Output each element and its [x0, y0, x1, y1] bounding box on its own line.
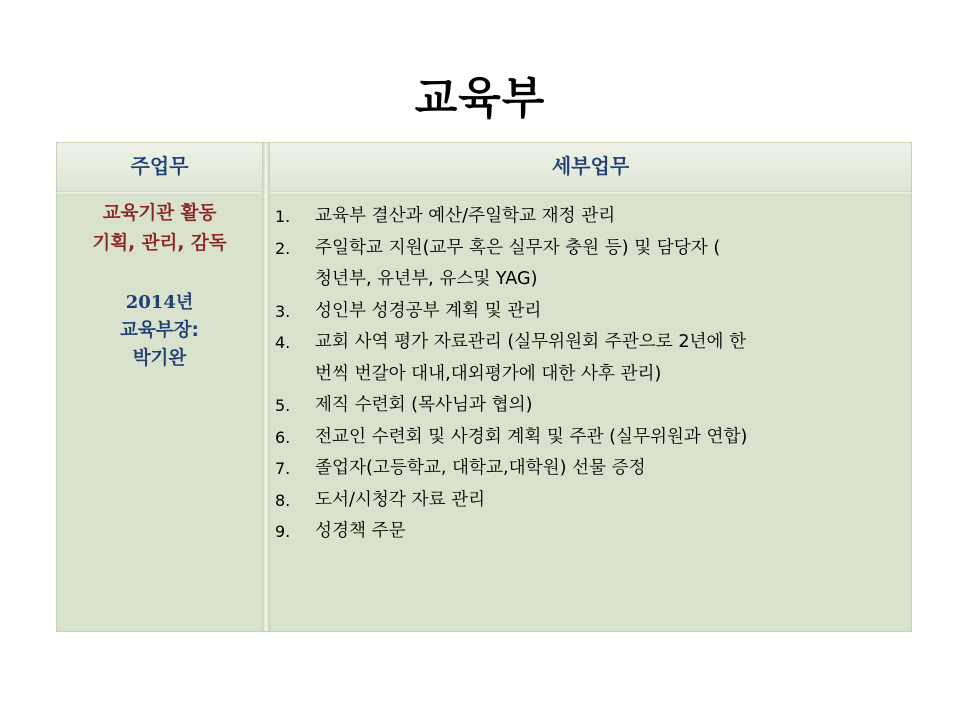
detail-item-number: 1.: [275, 207, 291, 226]
detail-item: [275, 327, 905, 390]
detail-item-number: 2.: [275, 238, 291, 258]
detail-item: [275, 296, 905, 328]
detail-item-number: 4.: [275, 333, 291, 352]
detail-item-text: 청년부, 유년부, 유스및 YAG): [315, 269, 538, 289]
detail-item-number: 9.: [275, 522, 291, 541]
detail-duty-cell: [275, 201, 905, 548]
header-main-duty: 주업무: [57, 143, 262, 191]
detail-item-text: 도서/시청각 자료 관리: [315, 489, 486, 510]
detail-item-text: 전교인 수련회 및 사경회 계획 및 주관 (실무위원과 연합): [315, 426, 748, 447]
main-duty-line-1: 교육기관 활동: [102, 203, 217, 224]
detail-item-text: 교회 사역 평가 자료관리 (실무위원회 주관으로 2년에 한: [315, 332, 747, 352]
detail-item-number: 8.: [275, 490, 291, 510]
detail-item-number: 5.: [275, 396, 291, 415]
detail-item-number: 3.: [275, 301, 291, 321]
duties-table: [56, 142, 912, 632]
detail-item-text: 주일학교 지원(교무 혹은 실무자 충원 등) 및 담당자 (: [315, 237, 721, 258]
leader-year: 2014년: [125, 292, 194, 313]
row-divider: [57, 191, 911, 195]
main-duty-cell: [57, 199, 262, 373]
detail-item-text: 제직 수련회 (목사님과 협의): [315, 395, 533, 415]
slide-title: 교육부: [414, 73, 546, 124]
detail-item: [275, 233, 905, 296]
main-duty-line-2: 기획, 관리, 감독: [92, 233, 227, 254]
header-detail-duty: 세부업무: [270, 143, 911, 191]
detail-item: [275, 390, 905, 422]
detail-item-text: 성인부 성경공부 계획 및 관리: [315, 300, 542, 321]
detail-item: [275, 422, 905, 454]
detail-item-text: 교육부 결산과 예산/주일학교 재정 관리: [315, 206, 616, 226]
detail-item-text: 성경책 주문: [315, 521, 406, 541]
leader-role: 교육부장:: [120, 320, 199, 341]
detail-item: [275, 485, 905, 517]
detail-item: [275, 516, 905, 548]
detail-item: [275, 201, 905, 233]
detail-item-number: 7.: [275, 459, 291, 478]
detail-item-number: 6.: [275, 427, 291, 447]
detail-item-text: 번씩 번갈아 대내,대외평가에 대한 사후 관리): [315, 363, 662, 384]
column-divider: [262, 143, 270, 631]
leader-block: [57, 289, 262, 373]
detail-item-text: 졸업자(고등학교, 대학교,대학원) 선물 증정: [315, 458, 646, 478]
detail-list: [275, 201, 905, 548]
leader-name: 박기완: [132, 348, 187, 369]
detail-item: [275, 453, 905, 485]
